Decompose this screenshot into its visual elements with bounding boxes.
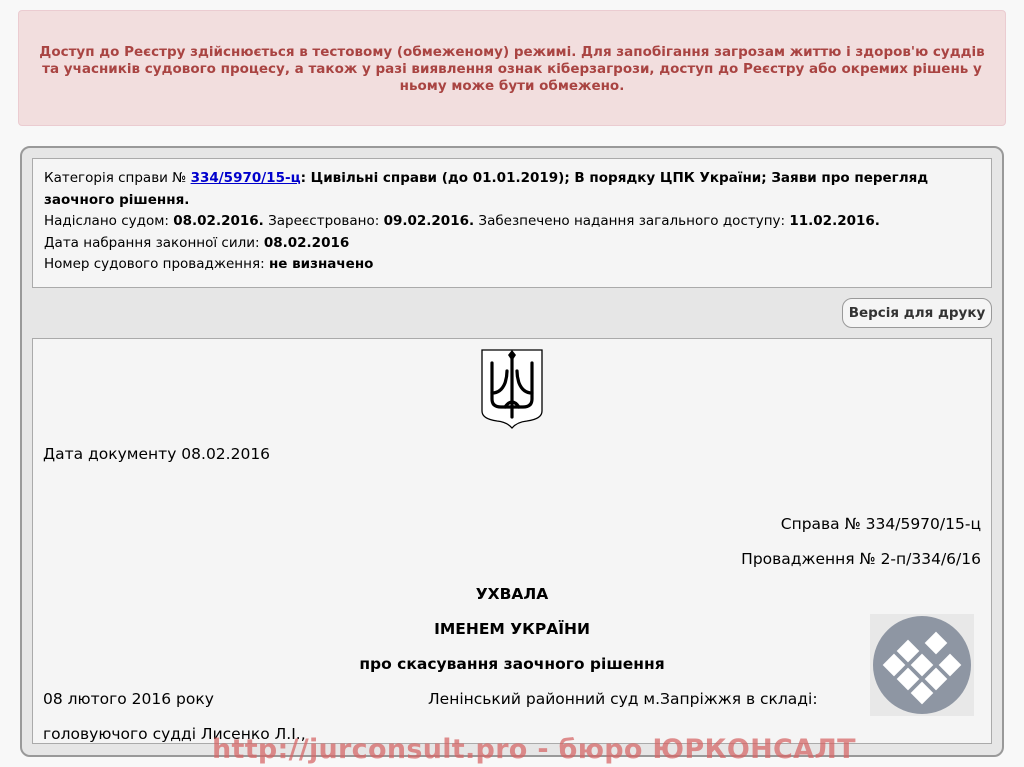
sent-date: 08.02.2016. xyxy=(173,213,264,229)
case-category-value: : Цивільні справи (до 01.01.2019); В порядку ЦПК України; Заяви про перегляд заочного рішення. xyxy=(44,170,929,208)
proceeding-number-line: Номер судового провадження: не визначено xyxy=(44,256,374,272)
document-frame xyxy=(20,146,1004,757)
access-notice-text: Доступ до Реєстру здійснюється в тестовому (обмеженому) режимі. Для запобігання загрозам життю і здоров'ю суддів та учасників судового процесу, а також у разі виявлення ознак кіберзагрози, доступ до Реєстру або окремих рішень у ньому може бути обмежено. xyxy=(39,44,985,94)
registered-date: 09.02.2016. xyxy=(383,213,475,229)
print-version-button[interactable]: Версія для друку xyxy=(842,298,992,328)
case-dates-line: Надіслано судом: 08.02.2016. Зареєстровано: 09.02.2016. Забезпечено надання загального доступу: 11.02.2016. xyxy=(44,213,880,229)
document-body xyxy=(32,338,992,744)
diamond-grid-badge-icon xyxy=(870,614,974,716)
proceeding-number: не визначено xyxy=(268,256,374,272)
access-notice xyxy=(18,10,1006,126)
court-composition: Ленінський районний суд м.Запріжжя в складі: xyxy=(428,690,818,708)
case-category-line: Категорія справи № 334/5970/15-ц: Цивільні справи (до 01.01.2019); В порядку ЦПК України; Заяви про перегляд заочного рішення. xyxy=(44,170,929,208)
effective-date-line: Дата набрання законної сили: 08.02.2016 xyxy=(44,234,350,251)
case-reference: Справа № 334/5970/15-ц xyxy=(780,515,981,533)
document-date: Дата документу 08.02.2016 xyxy=(43,445,271,463)
ukraine-trident-emblem-icon xyxy=(481,349,543,429)
document-subject: про скасування заочного рішення xyxy=(359,655,665,673)
proceeding-reference: Провадження № 2-п/334/6/16 xyxy=(741,550,981,568)
case-info-panel xyxy=(32,158,992,288)
case-number-link[interactable]: 334/5970/15-ц xyxy=(190,170,301,186)
effective-date: 08.02.2016 xyxy=(263,234,350,251)
document-subheading: ІМЕНЕМ УКРАЇНИ xyxy=(434,620,590,638)
decision-date: 08 лютого 2016 року xyxy=(43,690,214,708)
site-watermark: http://jurconsult.pro - бюро ЮРКОНСАЛТ xyxy=(212,734,856,765)
presiding-judge: головуючого судді Лисенко Л.І., xyxy=(43,725,306,743)
document-heading: УХВАЛА xyxy=(475,585,549,603)
access-date: 11.02.2016. xyxy=(789,213,880,229)
